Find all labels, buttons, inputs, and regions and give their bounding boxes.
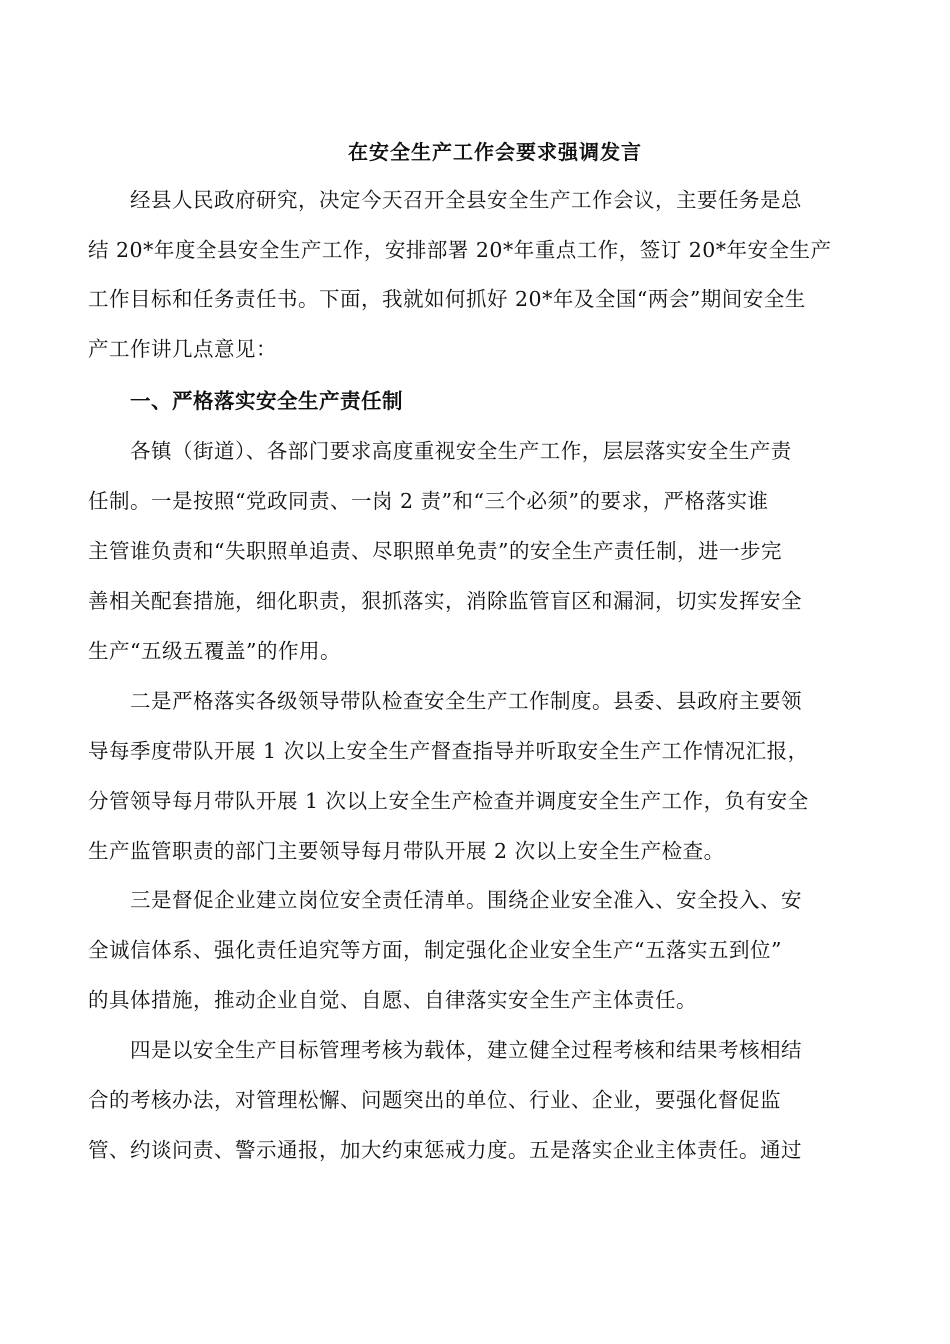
paragraph-line: 生产监管职责的部门主要领导每月带队开展 2 次以上安全生产检查。 bbox=[88, 839, 725, 863]
paragraph-line: 主管谁负责和“失职照单追责、尽职照单免责”的安全生产责任制，进一步完 bbox=[88, 539, 782, 563]
paragraph-line: 生产“五级五覆盖”的作用。 bbox=[88, 639, 341, 663]
paragraph-line: 善相关配套措施，细化职责，狠抓落实，消除监管盲区和漏洞，切实发挥安全 bbox=[88, 589, 802, 613]
paragraph-line: 各镇（街道）、各部门要求高度重视安全生产工作，层层落实安全生产责 bbox=[130, 439, 792, 463]
paragraph-line: 的具体措施，推动企业自觉、自愿、自律落实安全生产主体责任。 bbox=[88, 988, 697, 1012]
document-title: 在安全生产工作会要求强调发言 bbox=[348, 140, 642, 164]
paragraph-line: 导每季度带队开展 1 次以上安全生产督查指导并听取安全生产工作情况汇报， bbox=[88, 739, 809, 763]
paragraph-line: 任制。一是按照“党政同责、一岗 2 责”和“三个必须”的要求，严格落实谁 bbox=[88, 489, 769, 513]
paragraph-line: 合的考核办法，对管理松懈、问题突出的单位、行业、企业，要强化督促监 bbox=[88, 1088, 781, 1112]
paragraph-line: 四是以安全生产目标管理考核为载体，建立健全过程考核和结果考核相结 bbox=[130, 1038, 802, 1062]
paragraph-line: 产工作讲几点意见： bbox=[88, 337, 277, 361]
paragraph-line: 管、约谈问责、警示通报，加大约束惩戒力度。五是落实企业主体责任。通过 bbox=[88, 1138, 802, 1162]
paragraph-line: 全诚信体系、强化责任追究等方面，制定强化企业安全生产“五落实五到位” bbox=[88, 938, 782, 962]
paragraph-line: 工作目标和任务责任书。下面，我就如何抓好 20*年及全国“两会”期间安全生 bbox=[88, 287, 806, 311]
section-heading: 一、严格落实安全生产责任制 bbox=[130, 389, 403, 413]
paragraph-line: 分管领导每月带队开展 1 次以上安全生产检查并调度安全生产工作，负有安全 bbox=[88, 789, 809, 813]
paragraph-line: 经县人民政府研究，决定今天召开全县安全生产工作会议，主要任务是总 bbox=[130, 188, 802, 212]
paragraph-line: 二是严格落实各级领导带队检查安全生产工作制度。县委、县政府主要领 bbox=[130, 689, 802, 713]
paragraph-line: 三是督促企业建立岗位安全责任清单。围绕企业安全准入、安全投入、安 bbox=[130, 888, 802, 912]
paragraph-line: 结 20*年度全县安全生产工作，安排部署 20*年重点工作，签订 20*年安全生产 bbox=[88, 238, 832, 262]
